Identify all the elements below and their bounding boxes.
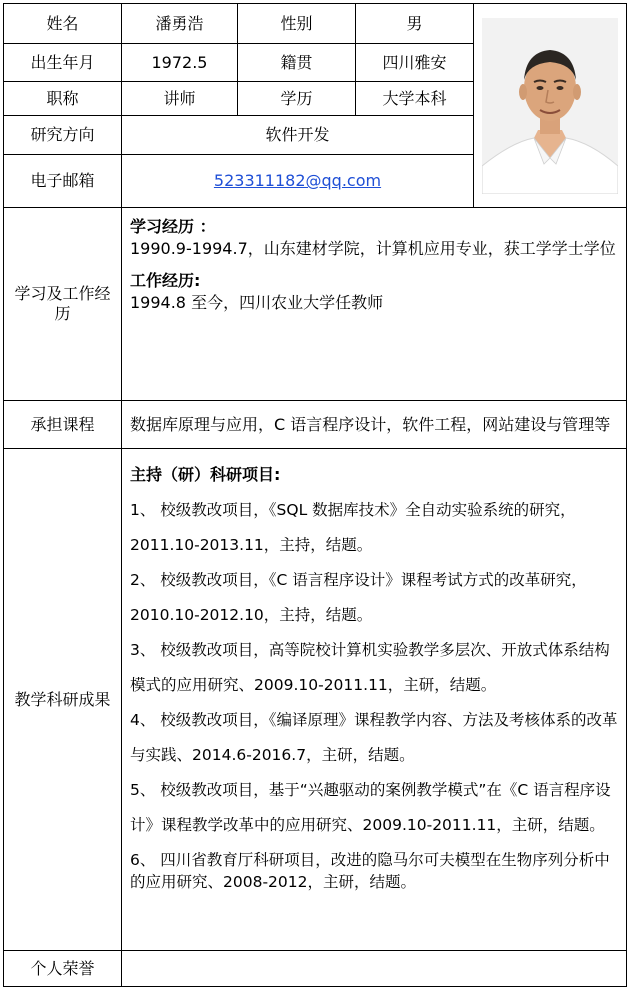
results-cell (122, 449, 627, 951)
results-label (4, 449, 122, 951)
origin-label: 籍贯 (238, 44, 356, 82)
title-label: 职称 (4, 82, 122, 116)
research-value: 软件开发 (122, 116, 474, 155)
experience-cell (122, 208, 627, 401)
degree-label: 学历 (238, 82, 356, 116)
results-label-text: 教学科研成果 (14, 689, 111, 709)
work-heading: 工作经历: (130, 271, 201, 290)
project-item: 2、 校级教改项目，《C 语言程序设计》课程考试方式的改革研究，2010.10-2012.10，主持，结题。 (130, 571, 587, 624)
origin-value: 四川雅安 (356, 44, 474, 82)
study-text: 1990.9-1994.7，山东建材学院，计算机应用专业，获工学学士学位 (130, 239, 616, 258)
project-item: 5、 校级教改项目，基于“兴趣驱动的案例教学模式”在《C 语言程序设计》课程教学改革中的应用研究、2009.10-2011.11，主研，结题。 (130, 781, 611, 834)
honors-label: 个人荣誉 (4, 951, 122, 987)
birth-value: 1972.5 (122, 44, 238, 82)
email-link[interactable]: 523311182@qq.com (213, 171, 382, 190)
title-value: 讲师 (122, 82, 238, 116)
email-cell (122, 155, 474, 208)
courses-label: 承担课程 (4, 401, 122, 449)
experience-label (4, 208, 122, 401)
gender-label: 性别 (238, 4, 356, 44)
name-value: 潘勇浩 (122, 4, 238, 44)
results-heading: 主持（研）科研项目: (130, 465, 281, 484)
project-item: 4、 校级教改项目，《编译原理》课程教学内容、方法及考核体系的改革与实践、2014.6-2016.7，主研，结题。 (130, 711, 618, 764)
birth-label: 出生年月 (4, 44, 122, 82)
study-heading: 学习经历 ： (130, 217, 216, 236)
degree-value: 大学本科 (356, 82, 474, 116)
work-text: 1994.8 至今，四川农业大学任教师 (130, 293, 384, 312)
cv-table (3, 3, 627, 987)
research-label: 研究方向 (4, 116, 122, 155)
courses-text: 数据库原理与应用，C 语言程序设计，软件工程，网站建设与管理等 (122, 401, 627, 449)
project-list (130, 493, 618, 893)
portrait-photo (482, 18, 618, 194)
project-item: 3、 校级教改项目，高等院校计算机实验教学多层次、开放式体系结构模式的应用研究、2009.10-2011.11，主研，结题。 (130, 641, 610, 694)
project-item: 6、 四川省教育厅科研项目，改进的隐马尔可夫模型在生物序列分析中的应用研究、2008-2012，主研，结题。 (130, 851, 610, 891)
honors-value (122, 951, 627, 987)
photo-cell (474, 4, 627, 208)
project-item: 1、 校级教改项目，《SQL 数据库技术》全自动实验系统的研究，2011.10-2013.11，主持，结题。 (130, 501, 576, 554)
name-label: 姓名 (4, 4, 122, 44)
gender-value: 男 (356, 4, 474, 44)
email-label: 电子邮箱 (4, 155, 122, 208)
experience-label-text: 学习及工作经历 (14, 284, 111, 323)
